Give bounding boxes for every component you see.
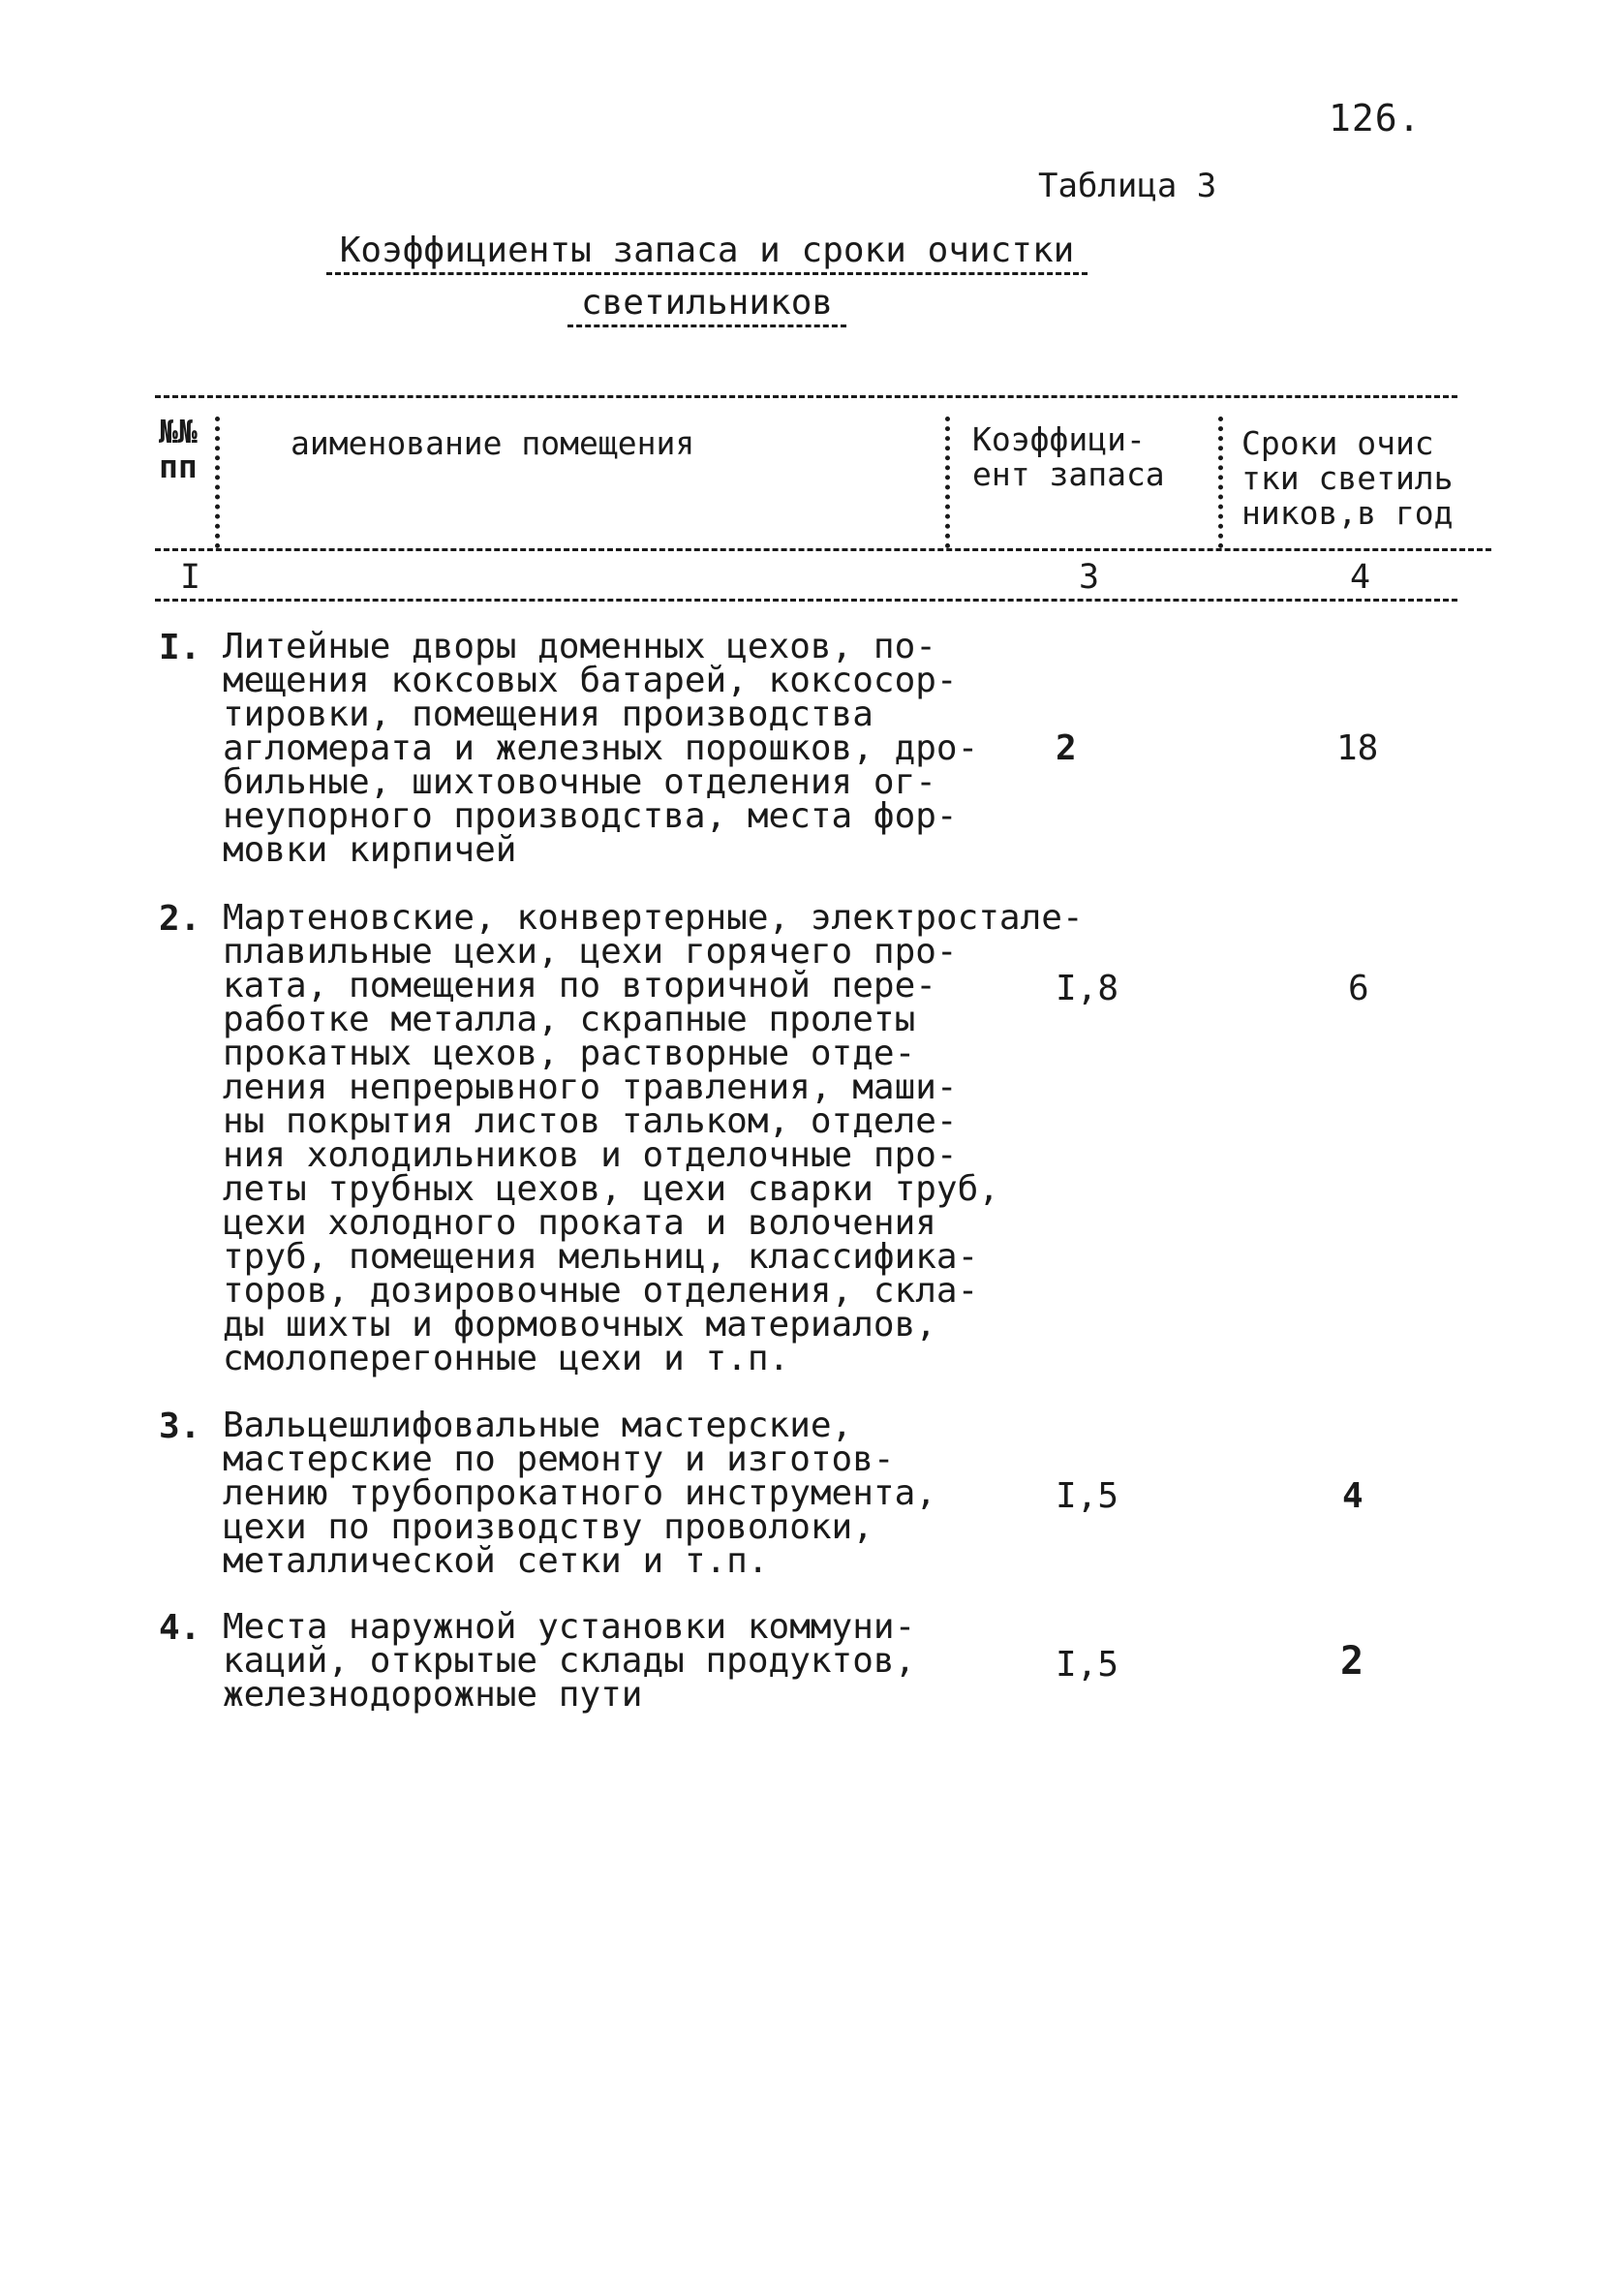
header-reserve-factor: Коэффици- ент запаса (972, 420, 1165, 493)
table-label: Таблица 3 (1038, 167, 1217, 205)
row-4-reserve-factor: I,5 (1056, 1645, 1119, 1685)
row-1-cleaning-period: 18 (1336, 728, 1379, 768)
column-number-1: I (180, 558, 201, 597)
table-title-line-1: Коэффициенты запаса и сроки очистки (326, 231, 1088, 275)
column-numbers-rule (155, 599, 1457, 602)
table-top-rule (155, 395, 1457, 398)
row-4-cleaning-period: 2 (1340, 1639, 1364, 1684)
table-title-line-2: светильников (567, 283, 846, 327)
header-divider-2 (945, 417, 950, 548)
row-3-number: 3. (159, 1407, 201, 1446)
header-number: №№ пп (159, 413, 198, 485)
row-3-cleaning-period: 4 (1342, 1476, 1364, 1516)
table-title-continued (310, 283, 1104, 323)
row-3-reserve-factor: I,5 (1056, 1476, 1119, 1516)
row-2-reserve-factor: I,8 (1056, 969, 1119, 1008)
header-divider-3 (1218, 417, 1223, 548)
row-2-cleaning-period: 6 (1348, 969, 1369, 1008)
row-3-room-name: Вальцешлифовальные мастерские, мастерские по ремонту и изготов- лению трубопрокатного инструмента, цехи по производству проволоки, металлической сетки и т.п. (223, 1406, 936, 1581)
row-4-room-name: Места наружной установки коммуни- каций, открытые склады продуктов, железнодорожные пути (223, 1607, 916, 1715)
column-number-3: 3 (1079, 558, 1100, 597)
header-bottom-rule (155, 548, 1491, 551)
row-1-number: I. (159, 628, 201, 667)
header-cleaning-period: Сроки очис тки светиль ников,в год (1241, 424, 1454, 532)
header-divider-1 (215, 417, 220, 548)
row-2-room-name: Мартеновские, конвертерные, электростале- плавильные цехи, цехи горячего про- ката, помещения по вторичной пере- работке металла, скрапные пролеты прокатных цехов, растворные отде- ления непрерывного травления, маши- ны покрытия листов тальком, отделе- ния холодильников и отделочные про- леты трубных цехов, цехи сварки труб, цехи холодного проката и волочения труб, помещения мельниц, классифика- торов, дозировочные отделения, скла- ды шихты и формовочных материалов, смолоперегонные цехи и т.п. (223, 898, 1084, 1378)
row-2-number: 2. (159, 899, 201, 939)
row-1-reserve-factor: 2 (1056, 728, 1077, 768)
table-title (310, 231, 1104, 270)
row-4-number: 4. (159, 1608, 201, 1648)
column-number-4: 4 (1350, 558, 1371, 597)
header-room-name: аименование помещения (291, 424, 695, 462)
page-number: 126. (1329, 97, 1422, 139)
row-1-room-name: Литейные дворы доменных цехов, по- мещения коксовых батарей, коксосор- тировки, помещения производства агломерата и железных порошков, дро- бильные, шихтовочные отделения ог- неупорного производства, места фор- мовки кирпичей (223, 627, 979, 870)
